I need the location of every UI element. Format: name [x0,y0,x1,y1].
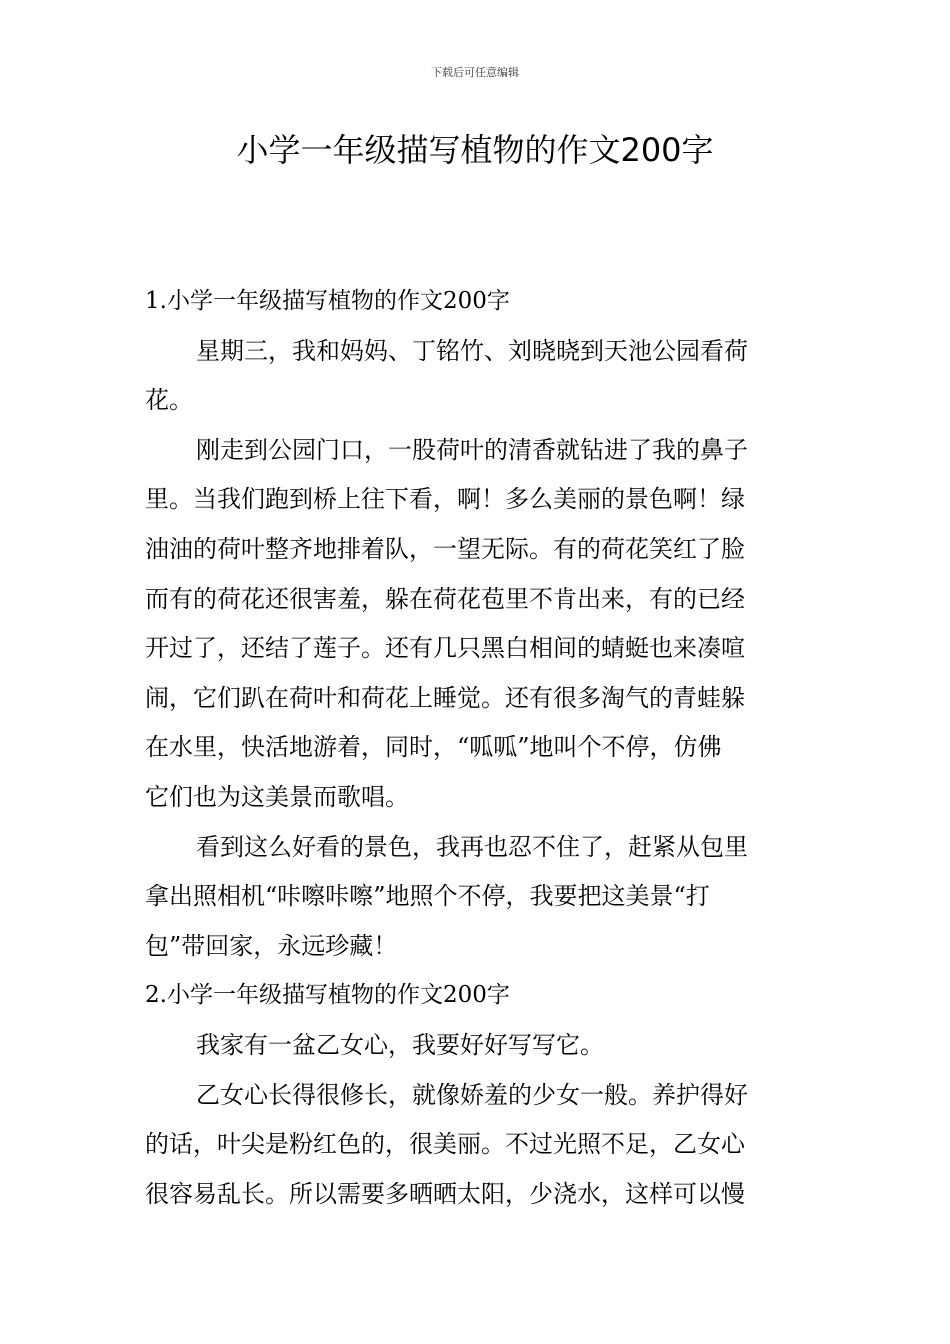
paragraph-line: 在水里，快活地游着，同时，“呱呱”地叫个不停，仿佛 [145,733,722,762]
paragraph-line: 刚走到公园门口，一股荷叶的清香就钻进了我的鼻子 [196,435,748,464]
paragraph-line: 油油的荷叶整齐地排着队，一望无际。有的荷花笑红了脸 [145,534,745,563]
paragraph-line: 而有的荷花还很害羞，躲在荷花苞里不肯出来，有的已经 [145,584,745,613]
paragraph-line: 的话，叶尖是粉红色的，很美丽。不过光照不足，乙女心 [145,1130,745,1159]
section-heading: 1.小学一年级描写植物的作文200字 [145,288,510,314]
section-heading: 2.小学一年级描写植物的作文200字 [145,982,510,1009]
document-title: 小学一年级描写植物的作文200字 [236,131,714,169]
paragraph-line: 乙女心长得很修长，就像娇羞的少女一般。养护得好 [196,1080,748,1109]
paragraph-line: 很容易乱长。所以需要多晒晒太阳，少浇水，这样可以慢 [145,1179,745,1208]
paragraph-line: 包”带回家，永远珍藏！ [145,931,398,960]
paragraph-line: 看到这么好看的景色，我再也忍不住了，赶紧从包里 [196,832,748,861]
paragraph-line: 它们也为这美景而歌唱。 [145,782,409,811]
paragraph-line: 开过了，还结了莲子。还有几只黑白相间的蜻蜓也来凑喧 [145,634,745,663]
paragraph-line: 里。当我们跑到桥上往下看，啊！多么美丽的景色啊！绿 [145,485,745,514]
document-body [145,277,808,1219]
paragraph-line: 星期三，我和妈妈、丁铭竹、刘晓晓到天池公园看荷 [196,336,748,365]
paragraph-line: 我家有一盆乙女心，我要好好写写它。 [196,1030,604,1059]
paragraph-line: 闹，它们趴在荷叶和荷花上睡觉。还有很多淘气的青蛙躲 [145,683,745,712]
header-note: 下载后可任意编辑 [431,66,519,79]
paragraph-line: 花。 [145,386,193,415]
paragraph-line: 拿出照相机“咔嚓咔嚓”地照个不停，我要把这美景“打 [145,882,710,911]
